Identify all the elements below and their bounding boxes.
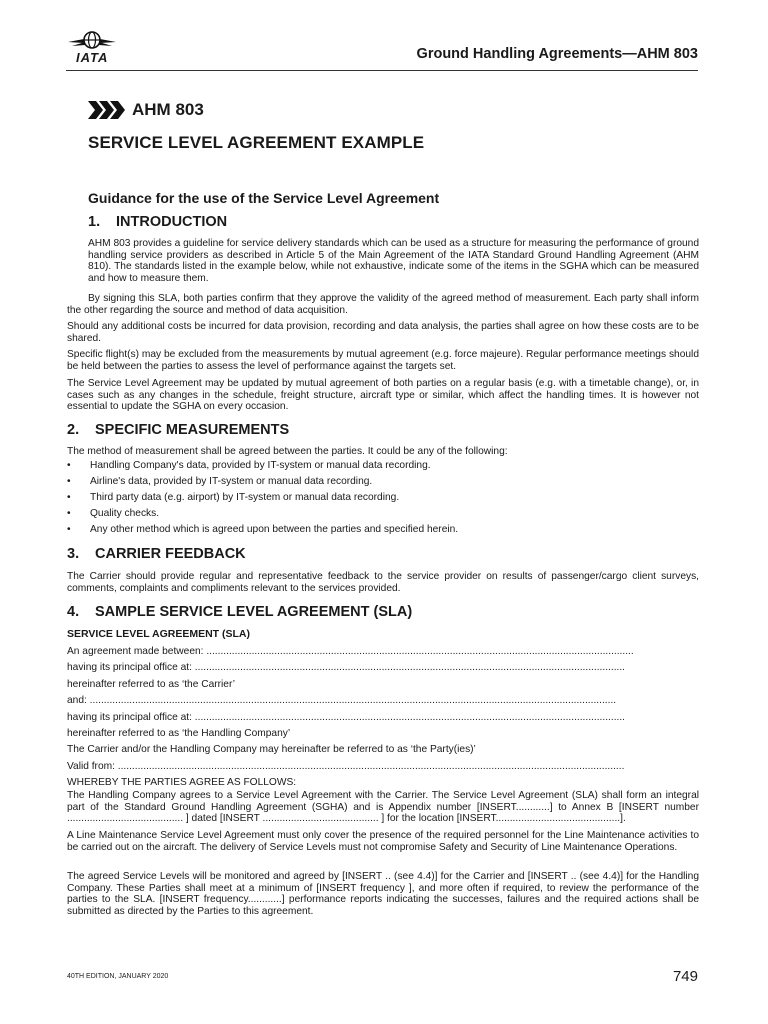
guidance-heading: Guidance for the use of the Service Level Agreement: [88, 190, 440, 206]
bullet-icon: •: [67, 524, 71, 535]
paragraph: The Carrier should provide regular and representative feedback to the service provider on results of passenger/cargo client surveys, comments, complaints and compliments relevant to the services provided.: [67, 571, 699, 594]
sla-subheading: SERVICE LEVEL AGREEMENT (SLA): [67, 628, 250, 640]
form-line: The Carrier and/or the Handling Company may hereinafter be referred to as ‘the Party(ies)’: [67, 744, 476, 756]
section-2-heading: [67, 422, 289, 438]
form-line: WHEREBY THE PARTIES AGREE AS FOLLOWS:: [67, 777, 297, 789]
measurement-method-list: [67, 458, 707, 538]
form-line: and: ..........................................................................................................................................................................................: [67, 695, 617, 707]
section-title: SPECIFIC MEASUREMENTS: [95, 422, 290, 438]
bullet-icon: •: [67, 508, 71, 519]
chevrons-icon: [88, 101, 126, 119]
paragraph: The Handling Company agrees to a Service Level Agreement with the Carrier. The Service Level Agreement (SLA) shall form an integral part of the Standard Ground Handling Agreement (SGHA) and is Appendix number [INSERT............] to Annex B [INSERT number ......................................... ] dated [INSERT ......................................... ] for the location [INSERT............................................].: [67, 790, 699, 825]
list-item: [67, 522, 707, 538]
list-item-text: Airline's data, provided by IT-system or manual data recording.: [90, 476, 373, 487]
section-number: 4.: [67, 604, 80, 620]
logo-text: IATA: [76, 50, 109, 65]
page-header: [66, 30, 698, 71]
running-title: Ground Handling Agreements—AHM 803: [416, 46, 698, 62]
iata-logo: [66, 30, 118, 64]
section-3-heading: [67, 546, 246, 562]
section-title: INTRODUCTION: [116, 214, 228, 230]
paragraph: A Line Maintenance Service Level Agreement must only cover the presence of the required personnel for the Line Maintenance activities to be carried out on the aircraft. The delivery of Service Levels must not compromise Safety and Security of Line Maintenance Operations.: [67, 830, 699, 853]
paragraph: The Service Level Agreement may be updated by mutual agreement of both parties on a regular basis (e.g. with a timetable change), or, in cases such as any changes in the schedule, freight structure, aircraft type or similar, which affect the handling times. It is however not essential to update the SGHA on every occasion.: [67, 378, 699, 413]
form-line: hereinafter referred to as ‘the Handling Company’: [67, 727, 291, 739]
paragraph: AHM 803 provides a guideline for service delivery standards which can be used as a structure for measuring the performance of ground handling service providers as described in Article 5 of the Main Agreement of the IATA Standard Ground Handling Agreement (AHM 810). The standards listed in the example below, while not exhaustive, indicate some of the items in the SGHA which can be measured and how to measure them.: [88, 238, 700, 284]
bullet-icon: •: [67, 460, 71, 471]
section-title: CARRIER FEEDBACK: [95, 546, 246, 562]
section-number: 2.: [67, 422, 80, 438]
paragraph: By signing this SLA, both parties confirm that they approve the validity of the agreed method of measurement. Each party shall inform the other regarding the source and method of data acquisition.: [67, 293, 699, 316]
list-item: [67, 458, 707, 474]
document-code: [88, 100, 204, 120]
list-item-text: Handling Company's data, provided by IT-system or manual data recording.: [90, 460, 431, 471]
list-item-text: Quality checks.: [90, 508, 160, 519]
bullet-icon: •: [67, 492, 71, 503]
edition-label: 40TH EDITION, JANUARY 2020: [67, 973, 169, 980]
bullet-icon: •: [67, 476, 71, 487]
list-item-text: Third party data (e.g. airport) by IT-system or manual data recording.: [90, 492, 400, 503]
paragraph: The method of measurement shall be agreed between the parties. It could be any of the following:: [67, 446, 508, 457]
form-line: hereinafter referred to as ‘the Carrier’: [67, 678, 235, 690]
form-line: having its principal office at: ........................................................................................................................................................: [67, 711, 626, 723]
document-title: SERVICE LEVEL AGREEMENT EXAMPLE: [88, 133, 425, 152]
section-1-heading: [88, 214, 227, 230]
list-item: [67, 474, 707, 490]
form-line: Valid from: ...................................................................................................................................................................................: [67, 760, 625, 772]
document-code-text: AHM 803: [132, 100, 204, 119]
list-item: [67, 490, 707, 506]
paragraph: The agreed Service Levels will be monitored and agreed by [INSERT .. (see 4.4)] for the Carrier and [INSERT .. (see 4.4)] for the Handling Company. These Parties shall meet at a minimum of [INSERT frequency ], and more often if required, to review the performance of the parties to the SLA. [INSERT frequency............] performance reports indicating the successes, failures and the required actions shall be submitted as directed by the Parties to this agreement.: [67, 871, 699, 917]
form-line: having its principal office at: ........................................................................................................................................................: [67, 662, 626, 674]
section-title: SAMPLE SERVICE LEVEL AGREEMENT (SLA): [95, 604, 413, 620]
list-item-text: Any other method which is agreed upon between the parties and specified herein.: [90, 524, 459, 535]
section-number: 1.: [88, 214, 101, 230]
paragraph: Specific flight(s) may be excluded from the measurements by mutual agreement (e.g. force majeure). Regular performance meetings should be held between the parties to assess the level of performance against the targets set.: [67, 349, 699, 372]
paragraph: Should any additional costs be incurred for data provision, recording and data analysis, the parties shall agree on how these costs are to be shared.: [67, 321, 699, 344]
form-line: An agreement made between: .......................................................................................................................................................: [67, 646, 634, 657]
list-item: [67, 506, 707, 522]
section-4-heading: [67, 604, 412, 620]
section-number: 3.: [67, 546, 80, 562]
agreement-form-lines: [67, 644, 699, 792]
page-number: 749: [672, 968, 698, 985]
